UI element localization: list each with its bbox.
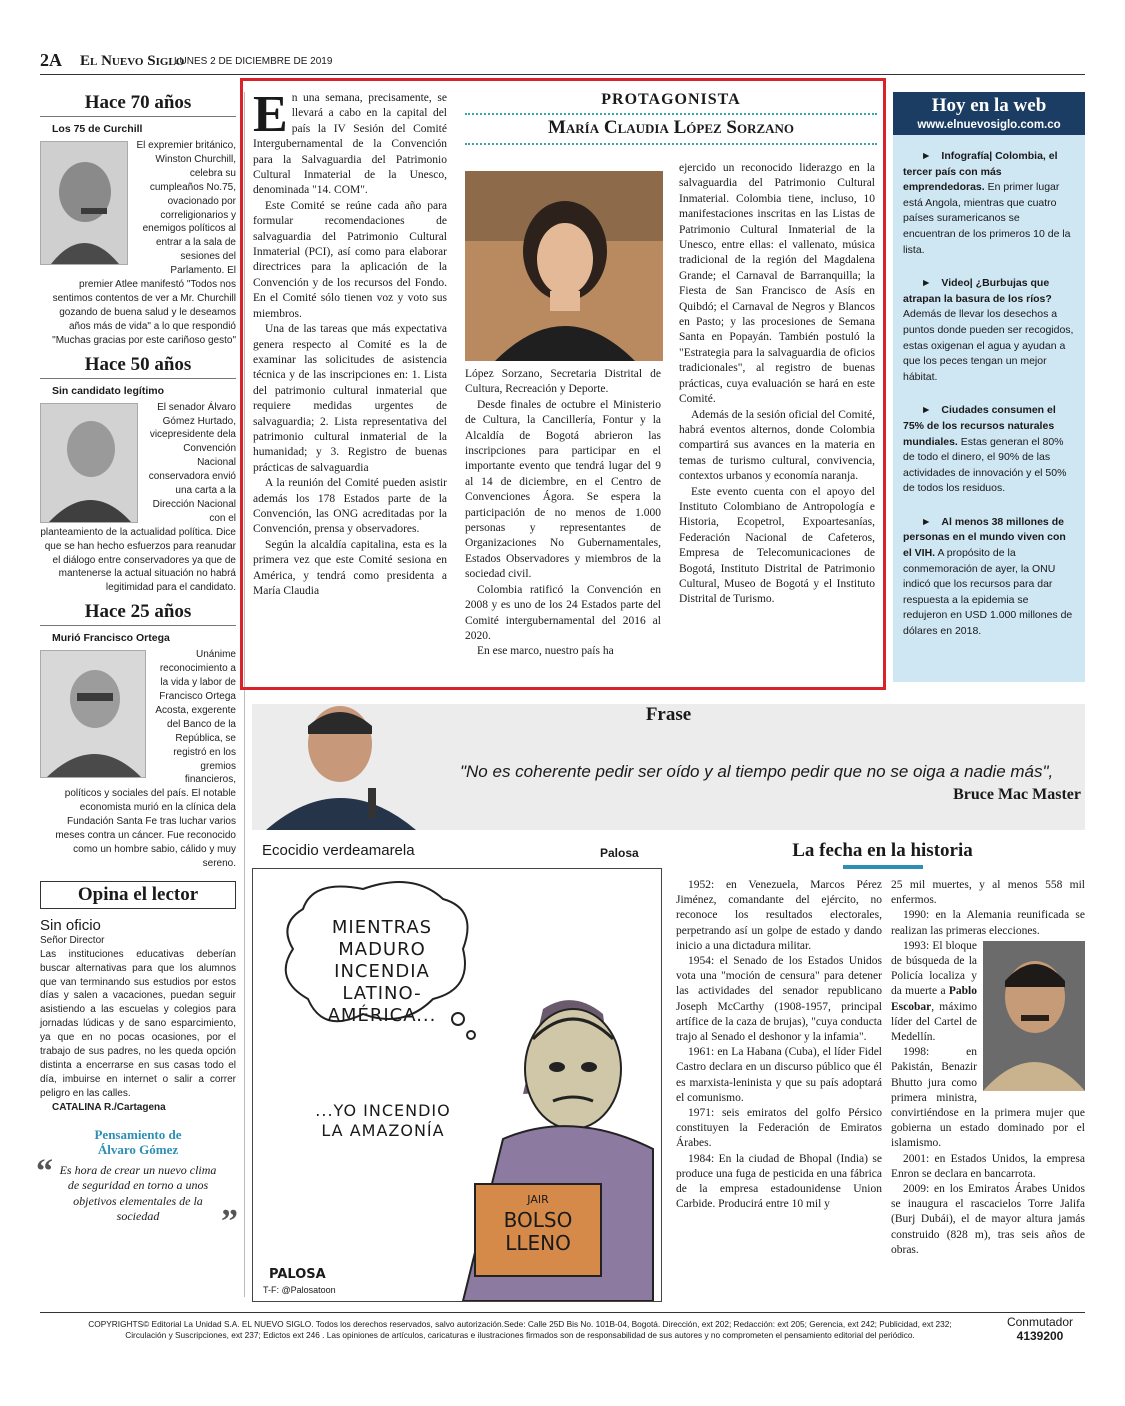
web-item-text: Además de llevar los desechos a puntos donde pueden ser recogidos, estas oxigenan el agua y ayudan a que los peces tengan un mejor hábitat. [903,308,1074,383]
hace-50-section [40,354,236,596]
hace-25-subhead: Murió Francisco Ortega [52,632,170,645]
open-quote-icon: “ [36,1152,53,1190]
article-para: Este evento cuenta con el apoyo del Instituto Colombiano de Antropología e Historia, Ecopetrol, Expoartesanías, Federación Nacional de Cafeteros, Empresa de Telecomunicaciones de Bogotá, Instituto Distrital de Patrimonio Cultural, Museo de Bogotá y el Instituto Distrital de Turismo. [679,485,875,606]
cartoon-bubble-text: MIENTRAS MADURO INCENDIA LATINO-AMÉRICA... [327,917,437,1026]
lopez-sorzano-photo [465,171,663,361]
historia-entry: 1998: en Pakistán, Benazir Bhutto jura como primera ministra, convirtiéndose en la primera mujer que gobierna un estado dominado por el islamismo. [891,1046,1085,1150]
web-item-headline: Video| ¿Burbujas que atrapan la basura de los ríos? [903,277,1052,305]
frase-quote: "No es coherente pedir ser oído y al tiempo pedir que no se oiga a nadie más", [460,762,1054,781]
hace-50-text: El senador Álvaro Gómez Hurtado, vicepresidente dela Convención Nacional conservadora envió una carta a la Dirección Nacional con el planteamiento de la actualidad política. Dice que se han hecho esfuerzos para reanudar el diálogo entre conservadores ya que de mantenerse la actual situación no habrá legitimidad para el candidato. [40,401,236,594]
historia-entry: 1971: seis emiratos del golfo Pérsico constituyen la Federación de Emiratos Árabes. [676,1107,882,1150]
frase-box [252,704,1085,830]
article-col-1 [253,86,447,599]
web-item[interactable] [893,149,1085,258]
historia-entry: 2001: en Estados Unidos, la empresa Enron se declara en bancarrota. [891,1152,1085,1180]
opina-lector-section [40,881,236,1115]
article-para: Colombia ratificó la Convención en 2008 y es uno de los 24 Estados parte del Comité intergubernamental del 2016 al 2020. [465,583,661,642]
web-item-headline: Al menos 38 millones de personas en el mundo viven con el VIH. [903,515,1066,560]
footer-copyright [60,1319,980,1341]
footer-line-1: COPYRIGHTS© Editorial La Unidad S.A. EL NUEVO SIGLO. Todos los derechos reservados, salvo autorización.Sede: Calle 25D Bis No. 101B-04, Bogotá. Dirección, ext 202; Redacción: ext 205; Gerencia, ext 242; Publicidad, ext 232; [88,1319,952,1329]
web-item-headline: Ciudades consumen el 75% de los recursos naturales mundiales. [903,404,1056,448]
pensamiento-title-2: Álvaro Gómez [97,1141,179,1157]
cartoon-box-label-big: BOLSO LLENO [503,1208,573,1255]
cartoon-title: Ecocidio verdeamarela [262,842,415,859]
header-date: LUNES 2 DE DICIEMBRE DE 2019 [174,56,333,67]
protagonista-label: PROTAGONISTA [601,91,741,108]
opina-headline: Sin oficio [40,916,101,934]
hoy-en-la-web-box [893,92,1085,682]
protagonista-name: María Claudia López Sorzano [547,117,795,138]
left-column [36,92,238,1240]
hace-70-subhead: Los 75 de Curchill [52,123,143,135]
conmutador-number: 4139200 [1016,1329,1064,1343]
article-para: Además de la sesión oficial del Comité, habrá eventos alternos, donde Colombia compartirá sus avances en la materia en temas de turismo cultural, convivencia, contextos urbanos y economía naranja. [679,408,875,483]
article-para: A la reunión del Comité pueden asistir además los 178 Estados parte de la Convención, las ONG acreditadas por la Convención, prensa y observadores. [253,477,447,536]
historia-entry: 1993: El bloque de búsqueda de la Policía localiza y da muerte a Pablo Escobar, máximo líder del Cartel de Medellín. [891,939,977,1044]
frase-author: Bruce Mac Master [953,786,1081,803]
pensamiento-title-1: Pensamiento de [94,1126,182,1142]
article-para: López Sorzano, Secretaria Distrital de Cultura, Recreación y Deporte. [465,368,661,396]
footer-line-2: Circulación y Suscripciones, ext 237; Edictos ext 246 . Las opiniones de artículos, caricaturas e ilustraciones firmados son de responsabilidad de sus autores y no comprometen el pensamiento editorial del periódico. [125,1330,915,1340]
hace-70-section [40,92,236,348]
dotted-rule [465,113,877,115]
cartoon-line-2: ...YO INCENDIO LA AMAZONÍA [315,1101,451,1140]
close-quote-icon: ” [221,1202,238,1240]
web-item[interactable] [893,515,1085,640]
cartoon-artist: Palosa [600,846,639,860]
web-item[interactable] [893,403,1085,497]
cartoon-credit: T-F: @Palosatoon [263,1285,336,1295]
article-col-2 [465,367,661,660]
web-box-title: Hoy en la web [893,92,1085,117]
gomez-hurtado-photo [40,403,138,523]
churchill-photo [40,141,128,265]
web-item-text: A propósito de la conmemoración de ayer, la ONU indicó que los recursos para dar respuesta a la epidemia se redujeron en USD 1.000 millones de dólares en 2018. [903,547,1073,638]
opina-signature: CATALINA R./Cartagena [52,1101,166,1113]
historia-col-1 [676,878,882,1212]
historia-header [680,840,1085,869]
newspaper-name: El Nuevo Siglo [80,53,185,69]
cartoon-box [252,868,662,1302]
page-number: 2A [40,50,62,70]
pensamiento-quote: Es hora de crear un nuevo clima de seguridad en torno a unos objetivos elementales de la sociedad [59,1162,217,1224]
article-para: En ese marco, nuestro país ha [477,645,614,658]
opina-lector-title: Opina el lector [40,881,236,909]
dotted-rule [465,143,877,145]
header-divider [40,74,1085,75]
hace-50-title: Hace 50 años [40,354,236,379]
article-para: Una de las tareas que más expectativa genera respecto al Comité es la de examinar las solicitudes de asistencia técnica y de las inscripciones en: 1. Lista del patrimonio cultural inmaterial que requiere medidas urgentes de salvaguardia; 2. Lista representativa del patrimonio cultural inmaterial de la humanidad; y 3. Registro de buenas prácticas de salvaguardia [253,323,447,474]
conmutador-label: Conmutador [1006,1315,1074,1329]
frase-title: Frase [645,704,692,725]
historia-entry: 25 mil muertes, y al menos 558 mil enfermos. [891,879,1085,907]
article-para: n una semana, precisamente, se llevará a cabo en la capital del país la IV Sesión del Comité Intergubernamental de la Convención para la Salvaguardia del Patrimonio Cultural Inmaterial de la Unesco, denominada "14. COM". [253,92,447,197]
web-item-headline: Infografía| Colombia, el tercer país con más emprendedoras. [903,150,1058,194]
arrow-icon: ► [921,515,932,528]
cartoon-signature: PALOSA [269,1267,326,1282]
historia-entry: 1961: en La Habana (Cuba), el líder Fidel Castro declara en un discurso público que él es marxista-leninista y que su país adoptará el comunismo. [676,1046,882,1104]
drop-cap: E [253,86,288,143]
protagonista-article-box [240,78,886,690]
historia-title-underline [843,865,923,869]
opina-text: Las instituciones educativas deberían buscar alternativas para que los alumnos que van terminando sus estudios por estos días y salen a vacaciones, puedan seguir asistiendo a las escuelas y colegios para jornadas lúdicas y de sano esparcimiento, ya que en no pocas ocasiones, por el trabajo de sus padres, no les queda opción distinta a encerrarse en sus casas todo el día, imbuirse en internet o salir a correr peligro en las calles. [40,948,236,1099]
protagonista-header [465,91,877,145]
arrow-icon: ► [921,150,932,162]
historia-col-2 [891,878,1085,1258]
web-item[interactable] [893,276,1085,385]
article-para: Según la alcaldía capitalina, esta es la primera vez que este Comité sesiona en América, y tendrá como presidenta a María Claudia [253,538,447,597]
historia-entry: 1984: En la ciudad de Bhopal (India) se produce una fuga de pesticida en una fábrica de la empresa estadounidense Union Carbide. Producirá entre 10 mil y [676,1152,882,1211]
article-para: Desde finales de octubre el Ministerio de Cultura, la Cancillería, Fontur y la Alcaldía de Bogotá abrieron las inscripciones para participar en el importante evento que tendrá lugar del 9 al 14 de diciembre, en el Centro de Convenciones Ágora. Se espera la participación de no menos de 1.000 personas y representantes de Organizaciones No Gubernamentales, Estados Observadores y miembros de la sociedad civil. [465,398,661,581]
cartoon-box-label-small: JAIR [527,1193,549,1206]
footer-divider [40,1312,1085,1313]
web-url-link[interactable]: www.elnuevosiglo.com.co [893,117,1085,135]
historia-title: La fecha en la historia [792,840,973,861]
hace-70-text: El expremier británico, Winston Churchill, celebra su cumpleaños No.75, ovacionado por correligionarios y enemigos políticos al entrar a la sala de sesiones del Parlamento. El premier Atlee manifestó "Todos nos sentimos contentos de ver a Mr. Churchill gozando de buena salud y le deseamos años más de vida" a lo que respondió "Muchas gracias por este cariñoso gesto" [52,140,236,346]
arrow-icon: ► [921,404,932,417]
hace-50-subhead: Sin candidato legítimo [52,384,165,397]
arrow-icon: ► [921,277,932,290]
hace-25-text: Unánime reconocimiento a la vida y labor de Francisco Ortega Acosta, exgerente del Banco de la República, se registró en los gremios financieros, políticos y sociales del país. El notable economista murió en la clínica dela Fundación Santa Fe tras luchar varios meses contra un cáncer. Fue reconocido como un hombre sabio, cálido y muy sereno. [55,649,236,869]
historia-entry: 1990: en la Alemania reunificada se realizan las primeras elecciones. [891,909,1085,937]
hace-25-title: Hace 25 años [40,601,236,626]
hace-25-section [40,601,236,871]
web-item-text: Estas generan el 80% de todo el dinero, el 90% de las actividades de innovación y el 50% de todos los residuos. [903,435,1067,495]
pensamiento-section [36,1126,238,1240]
hace-70-title: Hace 70 años [40,92,236,117]
pablo-escobar-photo [983,941,1085,1091]
opina-salutation: Señor Director [40,934,105,946]
historia-entry: 1952: en Venezuela, Marcos Pérez Jiménez, comandante del ejército, no reconoce los resultados electorales, perpetrando así un golpe de estado y dando inicio a una dictadura militar. [676,879,882,952]
historia-entry: 1954: el Senado de los Estados Unidos vota una "moción de censura" para detener las actividades del senador republicano Joseph McCarthy (1908-1957, principal artífice de la caza de brujas), "cuya conducta trajo al Senado el deshonor y la infamia". [676,955,882,1044]
historia-entry: 2009: en los Emiratos Árabes Unidos se inaugura el rascacielos Torre Jalifa (Burj Dubái), el de mayor altura jamás construido (828 m), tras seis años de obras. [891,1183,1085,1256]
bruce-mac-master-photo [256,704,456,830]
article-para: Este Comité se reúne cada año para formular recomendaciones de salvaguardia del Patrimonio Cultural Inmaterial (PCI), así como para elaborar directrices para la aplicación de la Convención y de los recursos del Fondo. En el Comité sólo tienen voz y voto sus miembros. [253,199,447,320]
web-item-text: En primer lugar está Angola, mientras que cuatro países suramericanos se encuentran de los primeros 10 de la lista. [903,181,1071,256]
article-para: ejercido un reconocido liderazgo en la salvaguardia del Patrimonio Cultural Inmaterial. Colombia tiene, incluso, 10 manifestaciones inscritas en las Listas de Patrimonio Cultural Inmaterial de la Unesco, entre ellas: el vallenato, música tradicional de la región del Magdalena Grande; el Carnaval de Barranquilla; la Fiesta de San Francisco de Asís en Quibdó; el Carnaval de Negros y Blancos en Pasto; y las procesiones de Semana Santa en Popayán. También postuló la "Estrategia para la salvaguardia de oficios tradicionales", al registro de buenas prácticas, cuya evaluación se hará en este Comité. [679,162,875,406]
article-col-3 [679,161,875,608]
francisco-ortega-photo [40,650,146,778]
